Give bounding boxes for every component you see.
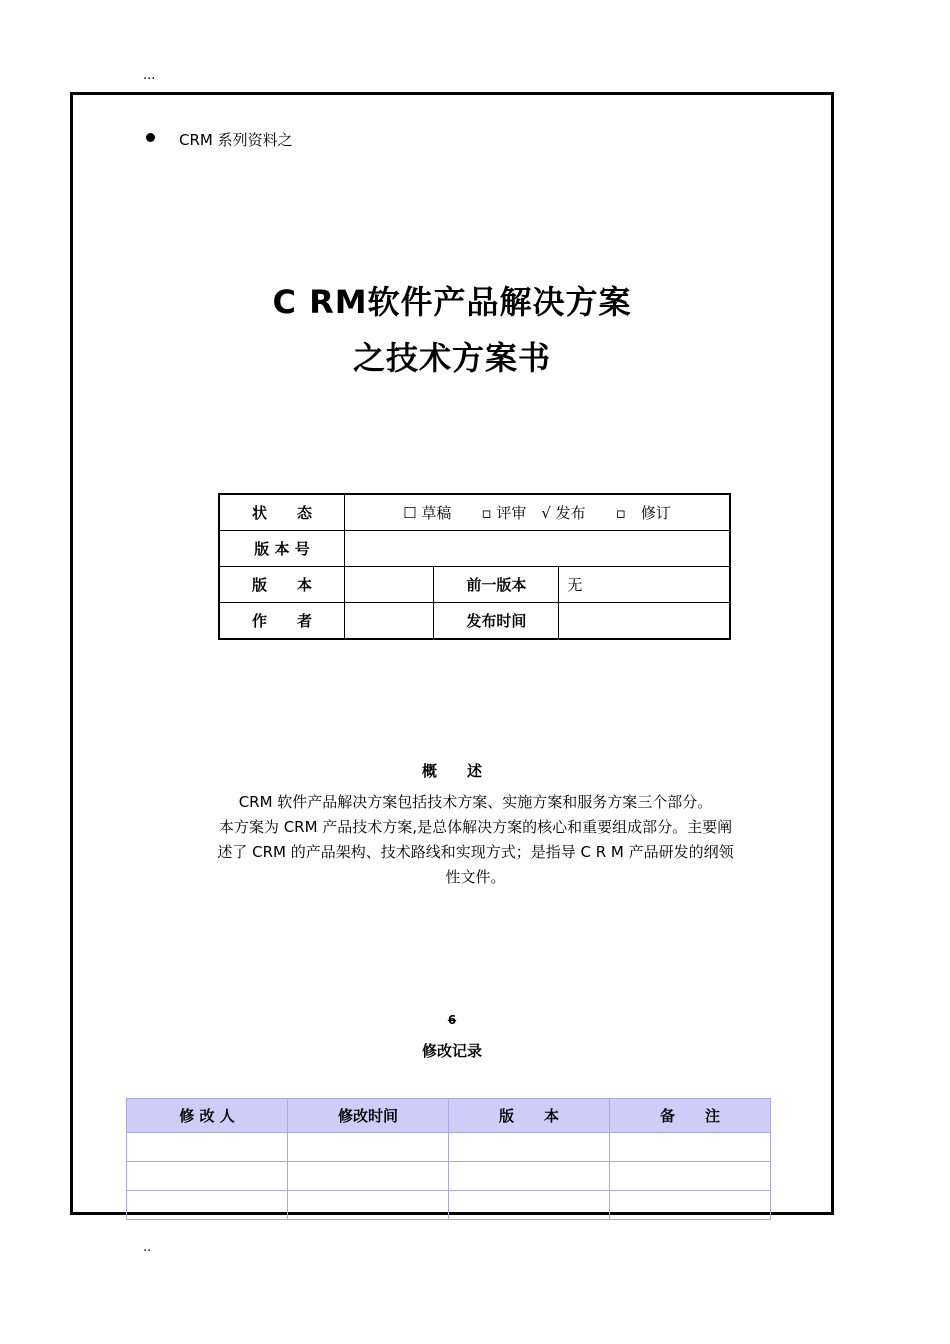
status-label: 状 态 [219, 494, 345, 531]
header-ellipsis: ... [143, 68, 156, 83]
table-cell [449, 1133, 610, 1162]
series-label: CRM 系列资料之 [179, 131, 293, 149]
version-label: 版 本 [219, 567, 345, 603]
prev-version-value: 无 [559, 567, 730, 603]
document-frame [70, 92, 834, 1215]
table-row [127, 1162, 771, 1191]
status-options: ☐ 草稿 ▫ 评审 √ 发布 ▫ 修订 [345, 494, 731, 531]
table-row [127, 1133, 771, 1162]
version-no-value [345, 531, 731, 567]
table-cell [288, 1162, 449, 1191]
summary-line: 性文件。 [445, 868, 506, 886]
status-table [218, 493, 731, 640]
version-value [345, 567, 434, 603]
struck-mark: 6 [447, 1013, 457, 1027]
version-row [219, 567, 730, 603]
table-cell [288, 1133, 449, 1162]
table-cell [449, 1191, 610, 1220]
summary-heading: 概 述 [421, 762, 482, 780]
table-cell [610, 1162, 771, 1191]
table-cell [610, 1133, 771, 1162]
doc-title-line1: C RM软件产品解决方案 [272, 283, 632, 321]
version-no-label: 版 本 号 [219, 531, 345, 567]
bullet-icon [146, 133, 155, 142]
version-no-row [219, 531, 730, 567]
table-cell [127, 1191, 288, 1220]
revision-heading: 修改记录 [421, 1042, 482, 1060]
revision-table [126, 1098, 771, 1220]
revision-header-row [127, 1099, 771, 1133]
summary-line: 本方案为 CRM 产品技术方案,是总体解决方案的核心和重要组成部分。主要阐 [218, 818, 733, 836]
table-cell [610, 1191, 771, 1220]
table-cell [288, 1191, 449, 1220]
publish-time-value [559, 603, 730, 640]
col-modify-time: 修改时间 [288, 1099, 449, 1133]
summary-line: 述了 CRM 的产品架构、技术路线和实现方式；是指导 C R M 产品研发的纲领 [217, 843, 734, 861]
table-cell [127, 1133, 288, 1162]
summary-line: CRM 软件产品解决方案包括技术方案、实施方案和服务方案三个部分。 [238, 793, 713, 811]
table-cell [449, 1162, 610, 1191]
prev-version-label: 前一版本 [434, 567, 559, 603]
author-row [219, 603, 730, 640]
col-remarks: 备 注 [610, 1099, 771, 1133]
summary-body [188, 790, 763, 890]
publish-time-label: 发布时间 [434, 603, 559, 640]
table-cell [127, 1162, 288, 1191]
author-value [345, 603, 434, 640]
doc-title-line2: 之技术方案书 [352, 339, 551, 377]
col-version: 版 本 [449, 1099, 610, 1133]
author-label: 作 者 [219, 603, 345, 640]
footer-ellipsis: .. [143, 1240, 152, 1255]
col-modifier: 修 改 人 [127, 1099, 288, 1133]
table-row [127, 1191, 771, 1220]
status-row [219, 494, 730, 531]
